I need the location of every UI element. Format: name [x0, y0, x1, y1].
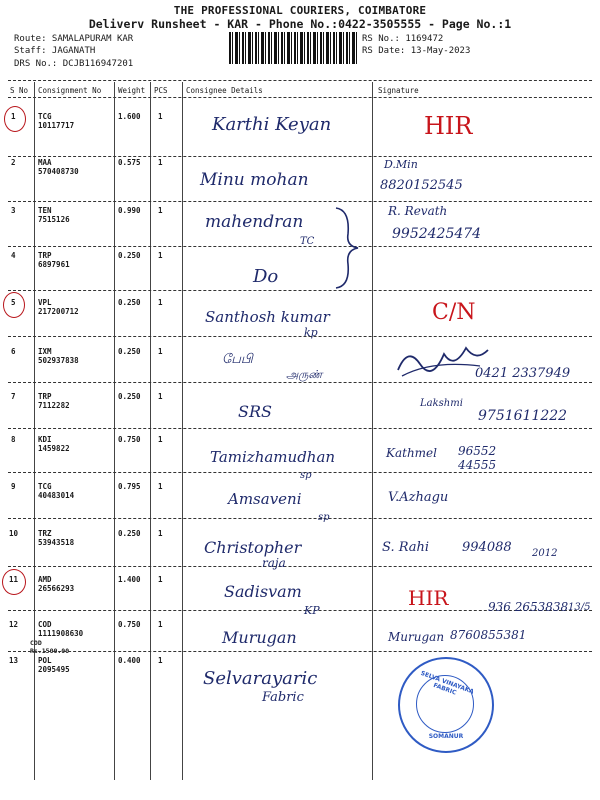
row-weight: 0.250	[118, 298, 141, 307]
signature-mark: D.Min	[384, 158, 418, 171]
row-sno: 8	[11, 435, 16, 444]
col-weight: Weight	[118, 86, 146, 95]
consignee-handwriting: mahendran	[205, 212, 304, 232]
drs-label: DRS No.: DCJB116947201	[14, 59, 134, 69]
signature-phone: 994088	[462, 540, 512, 555]
marker-circle	[3, 292, 25, 318]
signature-phone: 8760855381	[450, 628, 527, 642]
row-consignment: TRP 6897961	[38, 251, 70, 269]
runsheet-title: THE PROFESSIONAL COURIERS, COIMBATORE	[173, 4, 427, 17]
row-consignment: MAA 570408730	[38, 158, 79, 176]
signature-note: 13/5	[568, 602, 591, 613]
row-pcs: 1	[158, 529, 163, 538]
divider	[8, 156, 592, 157]
signature-phone: 0421 2337949	[475, 366, 571, 381]
consignee-note: sp	[318, 512, 330, 523]
consignee-note: Fabric	[262, 690, 304, 705]
row-consignment: AMD 26566293	[38, 575, 75, 593]
divider	[8, 80, 592, 81]
signature-phone: 936 2653838	[488, 600, 569, 614]
stamp-text: SELVA VINAYAKA FABRIC	[419, 669, 475, 697]
consignee-note: TC	[300, 236, 315, 247]
row-pcs: 1	[158, 656, 163, 665]
consignee-handwriting: Sadisvam	[224, 582, 302, 601]
row-sno: 10	[9, 529, 19, 538]
stamp-town: SOMANUR	[428, 733, 464, 740]
row-consignment: POL 2095495	[38, 656, 70, 674]
row-sno: 2	[11, 158, 16, 167]
row-weight: 0.250	[118, 529, 141, 538]
consignee-handwriting: Santhosh kumar	[205, 308, 330, 326]
divider	[8, 428, 592, 429]
row-pcs: 1	[158, 158, 163, 167]
row-weight: 0.250	[118, 347, 141, 356]
row-sno: 4	[11, 251, 16, 260]
row-pcs: 1	[158, 620, 163, 629]
row-consignment: COD 1111908630	[38, 620, 84, 638]
row-pcs: 1	[158, 392, 163, 401]
row-sno: 12	[9, 620, 19, 629]
signature-mark: HIR	[424, 112, 473, 140]
row-pcs: 1	[158, 112, 163, 121]
col-signature: Signature	[378, 86, 419, 95]
row-weight: 0.250	[118, 251, 141, 260]
signature-mark: C/N	[432, 300, 476, 325]
consignee-note: kp	[304, 326, 318, 339]
column-line	[34, 82, 35, 780]
signature-mark: S. Rahi	[382, 540, 430, 555]
row-pcs: 1	[158, 575, 163, 584]
row-weight: 0.990	[118, 206, 141, 215]
row-weight: 0.795	[118, 482, 141, 491]
signature-mark: HIR	[408, 586, 449, 610]
row-pcs: 1	[158, 298, 163, 307]
divider	[8, 651, 592, 652]
consignee-handwriting: Amsaveni	[228, 490, 302, 508]
signature-phone: 8820152545	[380, 178, 463, 193]
signature-phone: 9952425474	[392, 226, 482, 242]
consignee-note: sp	[300, 470, 312, 481]
company-stamp	[398, 657, 494, 753]
consignee-note: KP	[304, 604, 320, 617]
row-pcs: 1	[158, 482, 163, 491]
consignee-handwriting: SRS	[238, 402, 272, 421]
row-pcs: 1	[158, 251, 163, 260]
row-weight: 0.575	[118, 158, 141, 167]
row-weight: 1.600	[118, 112, 141, 121]
signature-phone: 9751611222	[478, 408, 568, 424]
row-sno: 7	[11, 392, 16, 401]
rs-number: RS No.: 1169472	[362, 34, 444, 44]
signature-mark: R. Revath	[388, 204, 448, 218]
row-weight: 0.750	[118, 620, 141, 629]
row-sno: 1	[11, 112, 16, 121]
row-consignment: TCG 10117717	[38, 112, 75, 130]
column-line	[114, 82, 115, 780]
consignee-handwriting: Selvarayaric	[203, 668, 318, 689]
row-sno: 6	[11, 347, 16, 356]
marker-circle	[2, 569, 26, 595]
row-pcs: 1	[158, 435, 163, 444]
row-sno: 3	[11, 206, 16, 215]
row-consignment: TRP 7112282	[38, 392, 70, 410]
divider	[8, 566, 592, 567]
column-line	[150, 82, 151, 780]
col-sno: S No	[10, 86, 29, 95]
row-weight: 0.250	[118, 392, 141, 401]
consignee-handwriting: Minu mohan	[200, 170, 309, 190]
signature-mark: Kathmel	[386, 446, 437, 460]
row-sno: 9	[11, 482, 16, 491]
row-consignment: TEN 7515126	[38, 206, 70, 224]
signature-note: 2012	[532, 548, 558, 559]
row-pcs: 1	[158, 206, 163, 215]
row-sno: 13	[9, 656, 19, 665]
rs-date: RS Date: 13-May-2023	[362, 46, 471, 56]
consignee-note: அருண்	[286, 368, 323, 381]
route-label: Route: SAMALAPURAM KAR	[14, 34, 134, 44]
consignee-handwriting: Murugan	[222, 628, 297, 647]
divider	[8, 336, 592, 337]
consignee-handwriting: Do	[253, 266, 279, 287]
consignee-handwriting: Karthi Keyan	[212, 114, 332, 135]
col-consignee: Consignee Details	[186, 86, 263, 95]
consignee-handwriting: Christopher	[204, 538, 302, 557]
row-weight: 0.750	[118, 435, 141, 444]
signature-mark: V.Azhagu	[388, 490, 449, 505]
signature-mark: Lakshmi	[420, 398, 463, 409]
signature-mark: Murugan	[388, 630, 445, 644]
marker-circle	[4, 106, 26, 132]
signature-phone: 96552 44555	[458, 444, 497, 472]
brace-mark	[332, 206, 362, 290]
consignee-handwriting: பேபி	[222, 352, 253, 367]
consignee-handwriting: Tamizhamudhan	[210, 448, 336, 466]
row-consignment: KDI 1459822	[38, 435, 70, 453]
row-sno: 5	[11, 298, 16, 307]
row-weight: 1.400	[118, 575, 141, 584]
col-consignment: Consignment No	[38, 86, 102, 95]
runsheet-subtitle: Deliverv Runsheet - KAR - Phone No.:0422-3505555 - Page No.:1	[88, 17, 512, 31]
barcode	[229, 32, 357, 64]
col-pcs: PCS	[154, 86, 168, 95]
staff-label: Staff: JAGANATH	[14, 46, 96, 56]
divider	[8, 518, 592, 519]
consignee-note: raja	[262, 556, 286, 570]
row-pcs: 1	[158, 347, 163, 356]
row-consignment: IXM 502937838	[38, 347, 79, 365]
divider	[8, 201, 592, 202]
column-line	[372, 82, 373, 780]
row-consignment: TCG 40483014	[38, 482, 75, 500]
divider	[8, 290, 592, 291]
divider	[8, 97, 592, 98]
row-weight: 0.400	[118, 656, 141, 665]
column-line	[182, 82, 183, 780]
cod-amount: COD Rs.1500.00	[30, 639, 70, 655]
row-consignment: TRZ 53943518	[38, 529, 75, 547]
row-sno: 11	[9, 575, 19, 584]
row-consignment: VPL 217200712	[38, 298, 79, 316]
